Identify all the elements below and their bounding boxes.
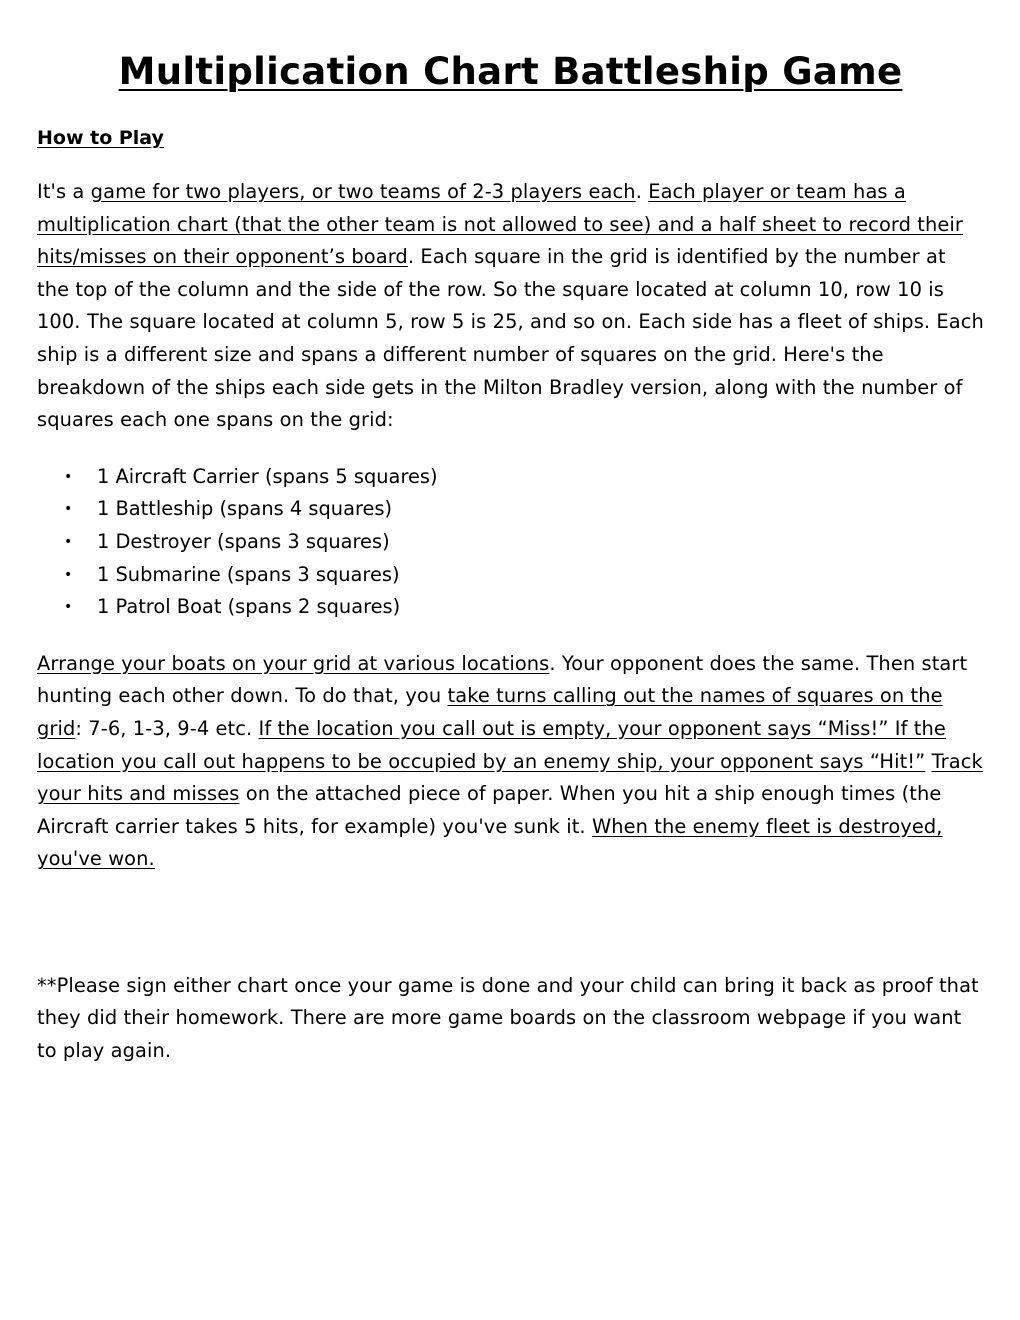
intro-text-1: It's a	[37, 180, 91, 203]
rules-text-2: : 7-6, 1-3, 9-4 etc.	[75, 716, 259, 740]
list-item	[37, 591, 984, 624]
rules-underlined-turns: take turns calling out the names of squares on the grid	[37, 684, 943, 740]
ship-item-label: 1 Aircraft Carrier (spans 5 squares)	[97, 464, 438, 488]
ship-item-label: 1 Submarine (spans 3 squares)	[97, 562, 400, 586]
intro-underlined-chart: Each player or team has a multiplication chart (that the other team is not allowed to see) and a half sheet to record their hits/misses on their opponent’s board	[37, 180, 963, 269]
ship-list	[37, 461, 984, 624]
rules-paragraph	[37, 648, 984, 876]
intro-underlined-players: game for two players, or two teams of 2-3 players each	[90, 180, 636, 203]
rules-text-1: . Your opponent does the same. Then start hunting each other down. To do that, you	[37, 651, 968, 708]
sign-note: **Please sign either chart once your game is done and your child can bring it back as proof that they did their homework. There are more game boards on the classroom webpage if you want to play again.	[37, 973, 979, 1063]
bullet-icon: •	[64, 468, 73, 485]
rules-underlined-hit-miss: If the location you call out is empty, your opponent says “Miss!” If the location you call out happens to be occupied by an enemy ship, your opponent says “Hit!”	[37, 716, 946, 773]
bullet-icon: •	[64, 566, 73, 583]
rules-underlined-arrange: Arrange your boats on your grid at various locations	[37, 651, 550, 675]
bullet-icon: •	[64, 501, 73, 518]
list-item	[37, 461, 984, 494]
intro-text-2: .	[635, 180, 649, 203]
intro-text-3: . Each square in the grid is identified by the number at the top of the column and the side of the row. So the square located at column 10, row 10 is 100. The square located at column 5, row 5 is 25, and so on. Each side has a fleet of ships. Each ship is a different size and spans a different number of squares on the grid. Here's the breakdown of the ships each side gets in the Milton Bradley version, along with the number of squares each one spans on the grid:	[37, 245, 984, 432]
ship-item-label: 1 Battleship (spans 4 squares)	[97, 497, 393, 521]
rules-underlined-won: When the enemy fleet is destroyed, you've won.	[37, 814, 943, 871]
list-item	[37, 526, 984, 559]
list-item	[37, 559, 984, 592]
ship-item-label: 1 Patrol Boat (spans 2 squares)	[97, 595, 401, 619]
rules-text-4: on the attached piece of paper. When you hit a ship enough times (the Aircraft carrier takes 5 hits, for example) you've sunk it.	[37, 782, 942, 838]
list-item	[37, 493, 984, 526]
bullet-icon: •	[64, 533, 73, 550]
page-title: Multiplication Chart Battleship Game	[118, 50, 903, 93]
intro-paragraph	[37, 176, 984, 437]
rules-underlined-track: Track your hits and misses	[37, 749, 983, 806]
ship-item-label: 1 Destroyer (spans 3 squares)	[97, 529, 390, 553]
bullet-icon: •	[64, 599, 73, 616]
how-to-play-heading: How to Play	[37, 127, 164, 149]
